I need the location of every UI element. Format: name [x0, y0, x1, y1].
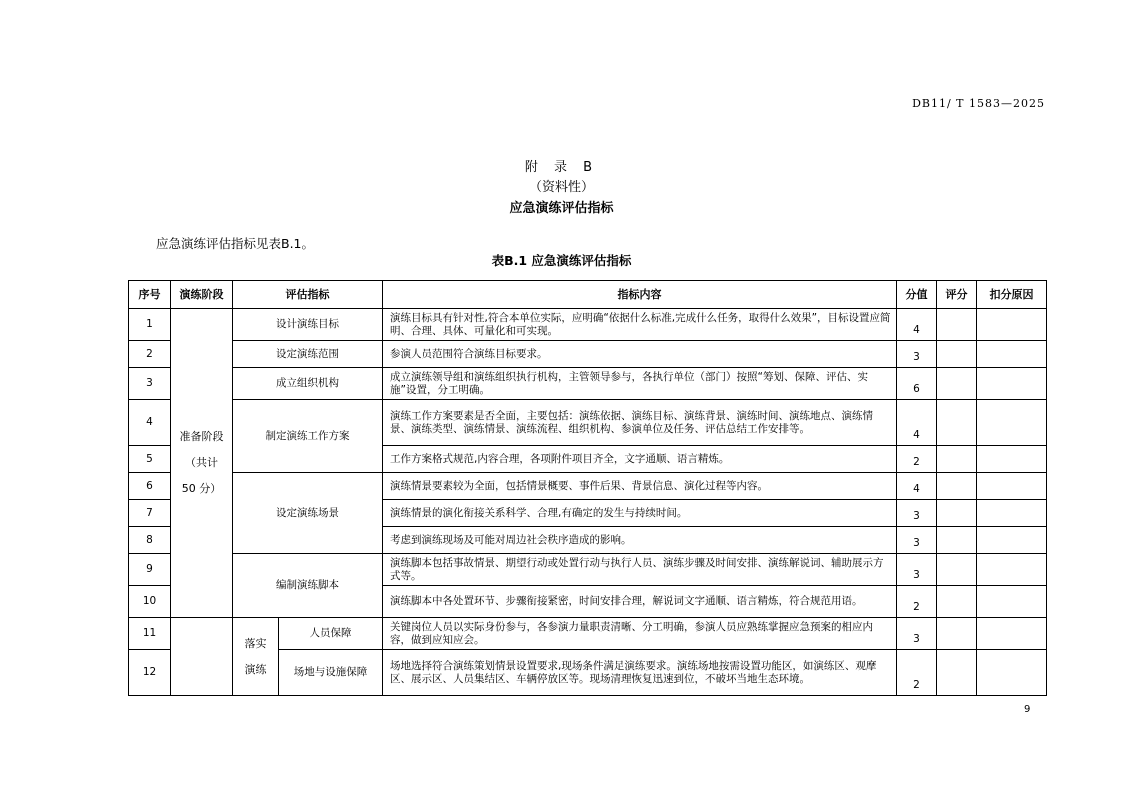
table-row	[129, 309, 1047, 341]
page-title: 应急演练评估指标	[509, 201, 614, 216]
deduction-reason-cell[interactable]	[977, 500, 1047, 527]
header-stage: 演练阶段	[171, 281, 233, 309]
score-value: 3	[897, 500, 937, 527]
indicator-cell: 编制演练脚本	[233, 554, 383, 618]
deduction-reason-cell[interactable]	[977, 618, 1047, 650]
stage-preparation-name: 准备阶段	[179, 430, 224, 443]
deduction-reason-cell[interactable]	[977, 527, 1047, 554]
table-row	[129, 554, 1047, 586]
score-value: 4	[897, 473, 937, 500]
rating-cell[interactable]	[937, 527, 977, 554]
intro-text: 应急演练评估指标见表B.1。	[156, 236, 315, 251]
score-value: 2	[897, 446, 937, 473]
row-number: 4	[129, 400, 171, 446]
header-content: 指标内容	[383, 281, 897, 309]
indicator-content: 成立演练领导组和演练组织执行机构，主管领导参与，各执行单位（部门）按照“筹划、保障、评估、实施”设置，分工明确。	[383, 368, 897, 400]
table-row	[129, 368, 1047, 400]
document-code: DB11/ T 1583—2025	[912, 97, 1045, 110]
table-row	[129, 473, 1047, 500]
stage-continuation	[171, 618, 233, 696]
indicator-content: 演练情景要素较为全面，包括情景概要、事件后果、背景信息、演化过程等内容。	[383, 473, 897, 500]
score-value: 4	[897, 400, 937, 446]
rating-cell[interactable]	[937, 618, 977, 650]
row-number: 7	[129, 500, 171, 527]
deduction-reason-cell[interactable]	[977, 341, 1047, 368]
rating-cell[interactable]	[937, 650, 977, 696]
row-number: 8	[129, 527, 171, 554]
row-number: 10	[129, 586, 171, 618]
row-number: 6	[129, 473, 171, 500]
table-row	[129, 341, 1047, 368]
row-number: 12	[129, 650, 171, 696]
indicator-content: 考虑到演练现场及可能对周边社会秩序造成的影响。	[383, 527, 897, 554]
indicator-cell: 成立组织机构	[233, 368, 383, 400]
row-number: 1	[129, 309, 171, 341]
deduction-reason-cell[interactable]	[977, 368, 1047, 400]
header-deduction-reason: 扣分原因	[977, 281, 1047, 309]
evaluation-table	[128, 280, 1047, 696]
rating-cell[interactable]	[937, 473, 977, 500]
score-value: 3	[897, 527, 937, 554]
table-row	[129, 400, 1047, 446]
stage-preparation-total-line1: （共计	[185, 456, 218, 469]
appendix-nature: （资料性）	[528, 180, 594, 195]
rating-cell[interactable]	[937, 554, 977, 586]
header-no: 序号	[129, 281, 171, 309]
deduction-reason-cell[interactable]	[977, 554, 1047, 586]
rating-cell[interactable]	[937, 368, 977, 400]
stage-preparation	[171, 309, 233, 618]
table-caption: 表B.1 应急演练评估指标	[491, 253, 632, 268]
indicator-content: 关键岗位人员以实际身份参与，各参演力量职责清晰、分工明确，参演人员应熟练掌握应急预案的相应内容，做到应知应会。	[383, 618, 897, 650]
indicator-cell: 制定演练工作方案	[233, 400, 383, 473]
stage-implementation	[233, 618, 279, 696]
indicator-cell: 设定演练范围	[233, 341, 383, 368]
score-value: 6	[897, 368, 937, 400]
indicator-cell: 人员保障	[279, 618, 383, 650]
score-value: 3	[897, 618, 937, 650]
stage-implementation-line2: 演练	[244, 662, 267, 676]
table-header-row	[129, 281, 1047, 309]
deduction-reason-cell[interactable]	[977, 400, 1047, 446]
row-number: 11	[129, 618, 171, 650]
rating-cell[interactable]	[937, 341, 977, 368]
indicator-content: 演练工作方案要素是否全面，主要包括：演练依据、演练目标、演练背景、演练时间、演练地点、演练情景、演练类型、演练情景、演练流程、组织机构、参演单位及任务、评估总结工作安排等。	[383, 400, 897, 446]
appendix-title-block	[0, 158, 1123, 220]
score-value: 3	[897, 554, 937, 586]
header-rating: 评分	[937, 281, 977, 309]
row-number: 2	[129, 341, 171, 368]
deduction-reason-cell[interactable]	[977, 473, 1047, 500]
score-value: 3	[897, 341, 937, 368]
score-value: 2	[897, 650, 937, 696]
deduction-reason-cell[interactable]	[977, 650, 1047, 696]
table-row	[129, 618, 1047, 650]
appendix-label: 附 录 B	[524, 160, 599, 175]
score-value: 4	[897, 309, 937, 341]
rating-cell[interactable]	[937, 500, 977, 527]
indicator-cell: 设计演练目标	[233, 309, 383, 341]
indicator-content: 演练情景的演化衔接关系科学、合理,有确定的发生与持续时间。	[383, 500, 897, 527]
rating-cell[interactable]	[937, 309, 977, 341]
header-indicator: 评估指标	[233, 281, 383, 309]
indicator-content: 场地选择符合演练策划情景设置要求,现场条件满足演练要求。演练场地按需设置功能区，如演练区、观摩区、展示区、人员集结区、车辆停放区等。现场清理恢复迅速到位，不破坏当地生态环境。	[383, 650, 897, 696]
rating-cell[interactable]	[937, 586, 977, 618]
deduction-reason-cell[interactable]	[977, 309, 1047, 341]
deduction-reason-cell[interactable]	[977, 446, 1047, 473]
indicator-content: 演练脚本中各处置环节、步骤衔接紧密，时间安排合理，解说词文字通顺、语言精炼，符合规范用语。	[383, 586, 897, 618]
header-score: 分值	[897, 281, 937, 309]
indicator-content: 演练目标具有针对性,符合本单位实际，应明确“依据什么标准,完成什么任务，取得什么效果”，目标设置应简明、合理、具体、可量化和可实现。	[383, 309, 897, 341]
row-number: 5	[129, 446, 171, 473]
indicator-cell: 场地与设施保障	[279, 650, 383, 696]
deduction-reason-cell[interactable]	[977, 586, 1047, 618]
stage-preparation-total-line2: 50 分）	[181, 482, 222, 495]
indicator-content: 演练脚本包括事故情景、期望行动或处置行动与执行人员、演练步骤及时间安排、演练解说词、辅助展示方式等。	[383, 554, 897, 586]
score-value: 2	[897, 586, 937, 618]
stage-implementation-line1: 落实	[244, 636, 267, 650]
rating-cell[interactable]	[937, 446, 977, 473]
rating-cell[interactable]	[937, 400, 977, 446]
indicator-content: 工作方案格式规范,内容合理，各项附件项目齐全，文字通顺、语言精炼。	[383, 446, 897, 473]
row-number: 3	[129, 368, 171, 400]
row-number: 9	[129, 554, 171, 586]
page-number: 9	[1024, 704, 1031, 715]
indicator-content: 参演人员范围符合演练目标要求。	[383, 341, 897, 368]
indicator-cell: 设定演练场景	[233, 473, 383, 554]
